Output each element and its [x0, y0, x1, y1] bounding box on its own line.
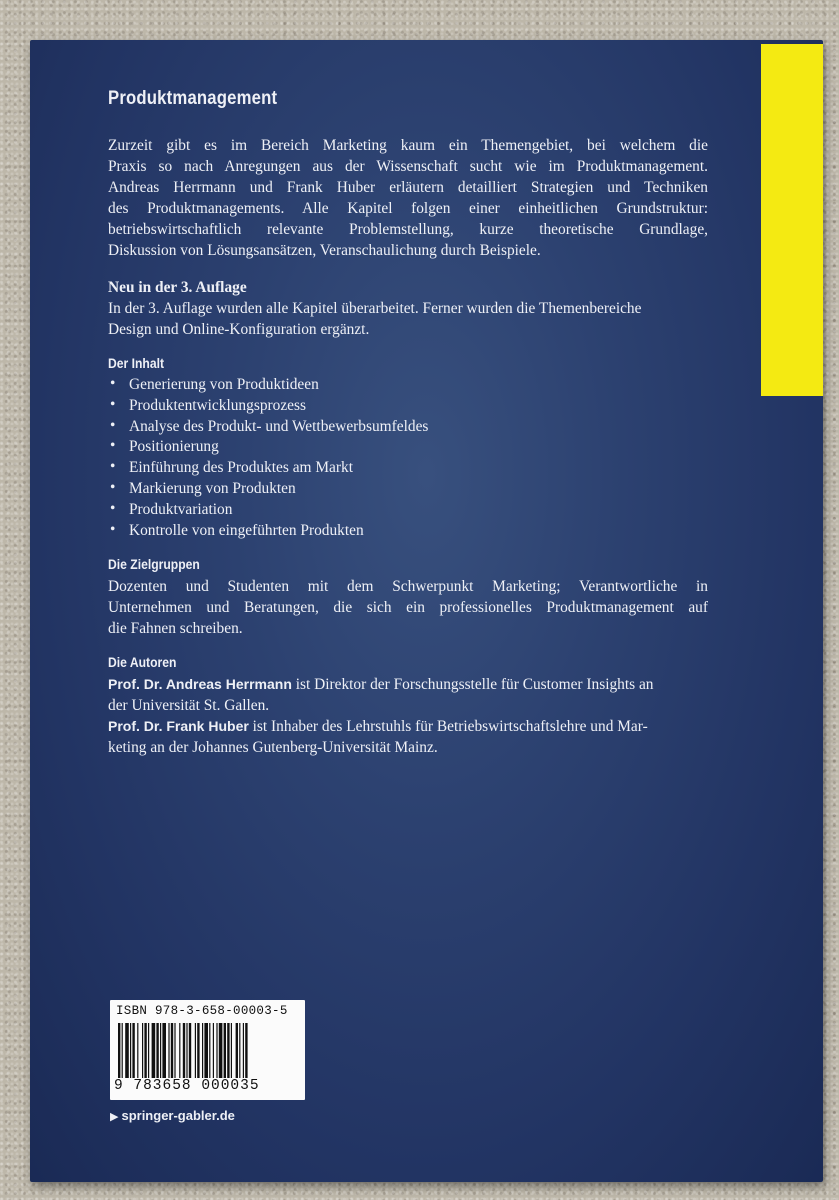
zielgruppen-line: Unternehmen und Beratungen, die sich ein professionelles Produktmanagement auf — [108, 599, 708, 617]
barcode-bar — [219, 1023, 223, 1078]
barcode-bar — [148, 1023, 149, 1078]
autoren-paragraph — [108, 674, 708, 758]
inhalt-list — [108, 375, 708, 541]
bullet-icon: • — [110, 395, 116, 413]
neu-paragraph — [108, 298, 708, 340]
intro-line: Diskussion von Lösungsansätzen, Veranschaulichung durch Beispiele. — [108, 242, 541, 259]
barcode-bar — [144, 1023, 146, 1078]
barcode-bar — [239, 1023, 240, 1078]
barcode-bar — [142, 1023, 143, 1078]
publisher-website — [110, 1108, 235, 1123]
ean-digits: 9 783658 000035 — [114, 1078, 260, 1094]
barcode-bar — [171, 1023, 173, 1078]
barcode-icon — [116, 1023, 299, 1078]
list-item: • Analyse des Produkt- und Wettbewerbsumfeldes — [110, 416, 429, 435]
intro-line: des Produktmanagements. Alle Kapitel folgen einer einheitlichen Grundstruktur: — [108, 200, 708, 217]
intro-line: Andreas Herrmann und Frank Huber erläutern detailliert Strategien und Techniken — [108, 179, 708, 196]
barcode-bar — [227, 1023, 229, 1078]
list-item: • Produktentwicklungsprozess — [110, 395, 306, 414]
author-1-name: Prof. Dr. Andreas Herrmann — [108, 676, 292, 693]
bullet-icon: • — [110, 499, 116, 517]
neu-line: In der 3. Auflage wurden alle Kapitel überarbeitet. Ferner wurden die Themenbereiche — [108, 300, 642, 317]
barcode-bar — [130, 1023, 131, 1078]
barcode-bar — [204, 1023, 208, 1078]
website-url: springer-gabler.de — [121, 1108, 235, 1123]
barcode-bar — [197, 1023, 199, 1078]
barcode-bar — [122, 1023, 123, 1078]
barcode-bar — [231, 1023, 232, 1078]
cover-text — [108, 88, 708, 758]
barcode-bar — [152, 1023, 156, 1078]
author-2-line: Prof. Dr. Frank Huber ist Inhaber des Lehrstuhls für Betriebswirtschaftslehre und Mar- — [108, 718, 648, 736]
zielgruppen-line: Dozenten und Studenten mit dem Schwerpunkt Marketing; Verantwortliche in — [108, 578, 708, 596]
author-1-line-2: der Universität St. Gallen. — [108, 697, 270, 715]
list-item: • Produktvariation — [110, 499, 233, 518]
barcode-bar — [189, 1023, 191, 1078]
intro-paragraph — [108, 135, 708, 261]
zielgruppen-line: die Fahnen schreiben. — [108, 620, 243, 638]
neu-heading: Neu in der 3. Auflage — [108, 279, 247, 296]
author-1-line: Prof. Dr. Andreas Herrmann ist Direktor der Forschungsstelle für Customer Insights an — [108, 676, 654, 694]
barcode-bar — [243, 1023, 244, 1078]
barcode-bar — [162, 1023, 166, 1078]
bullet-icon: • — [110, 375, 116, 392]
intro-line: betriebswirtschaftlich relevante Problemstellung, kurze theoretische Grundlage, — [108, 221, 708, 238]
barcode-bar — [174, 1023, 175, 1078]
book-title: Produktmanagement — [108, 88, 278, 109]
barcode-bar — [224, 1023, 226, 1078]
book-back-cover — [30, 40, 823, 1182]
barcode-bar — [202, 1023, 203, 1078]
barcode-bar — [125, 1023, 129, 1078]
barcode-bar — [156, 1023, 158, 1078]
bullet-icon: • — [110, 437, 116, 455]
barcode-label — [110, 1000, 305, 1100]
barcode-bar — [236, 1023, 238, 1078]
intro-line: Praxis so nach Anregungen aus der Wissenschaft sucht wie im Produktmanagement. — [108, 158, 708, 175]
intro-line: Zurzeit gibt es im Bereich Marketing kaum ein Themengebiet, bei welchem die — [108, 137, 708, 154]
barcode-bar — [168, 1023, 169, 1078]
barcode-bar — [132, 1023, 134, 1078]
neu-line: Design und Online-Konfiguration ergänzt. — [108, 321, 370, 338]
bullet-icon: • — [110, 520, 116, 538]
arrow-right-icon: ▶ — [110, 1111, 119, 1123]
zielgruppen-heading: Die Zielgruppen — [108, 557, 200, 573]
bullet-icon: • — [110, 416, 116, 434]
list-item: • Positionierung — [110, 437, 219, 456]
zielgruppen-paragraph — [108, 576, 708, 639]
autoren-heading: Die Autoren — [108, 655, 177, 671]
list-item: • Einführung des Produktes am Markt — [110, 458, 353, 477]
barcode-bar — [209, 1023, 210, 1078]
barcode-bar — [137, 1023, 138, 1078]
inhalt-heading: Der Inhalt — [108, 356, 165, 371]
barcode-bar — [160, 1023, 161, 1078]
yellow-spine-tab — [761, 44, 823, 396]
barcode-bar — [245, 1023, 247, 1078]
bullet-icon: • — [110, 478, 116, 496]
author-2-name: Prof. Dr. Frank Huber — [108, 718, 249, 735]
list-item: • Generierung von Produktideen — [110, 375, 319, 393]
barcode-bar — [213, 1023, 214, 1078]
list-item: • Markierung von Produkten — [110, 478, 296, 497]
barcode-bar — [195, 1023, 196, 1078]
list-item: • Kontrolle von eingeführten Produkten — [110, 520, 364, 539]
barcode-bar — [183, 1023, 185, 1078]
bullet-icon: • — [110, 458, 116, 476]
isbn-text: ISBN 978-3-658-00003-5 — [116, 1004, 288, 1018]
barcode-bar — [186, 1023, 187, 1078]
barcode-bar — [216, 1023, 217, 1078]
author-2-line-2: keting an der Johannes Gutenberg-Universität Mainz. — [108, 739, 438, 757]
barcode-bar — [118, 1023, 120, 1078]
barcode-bar — [179, 1023, 180, 1078]
